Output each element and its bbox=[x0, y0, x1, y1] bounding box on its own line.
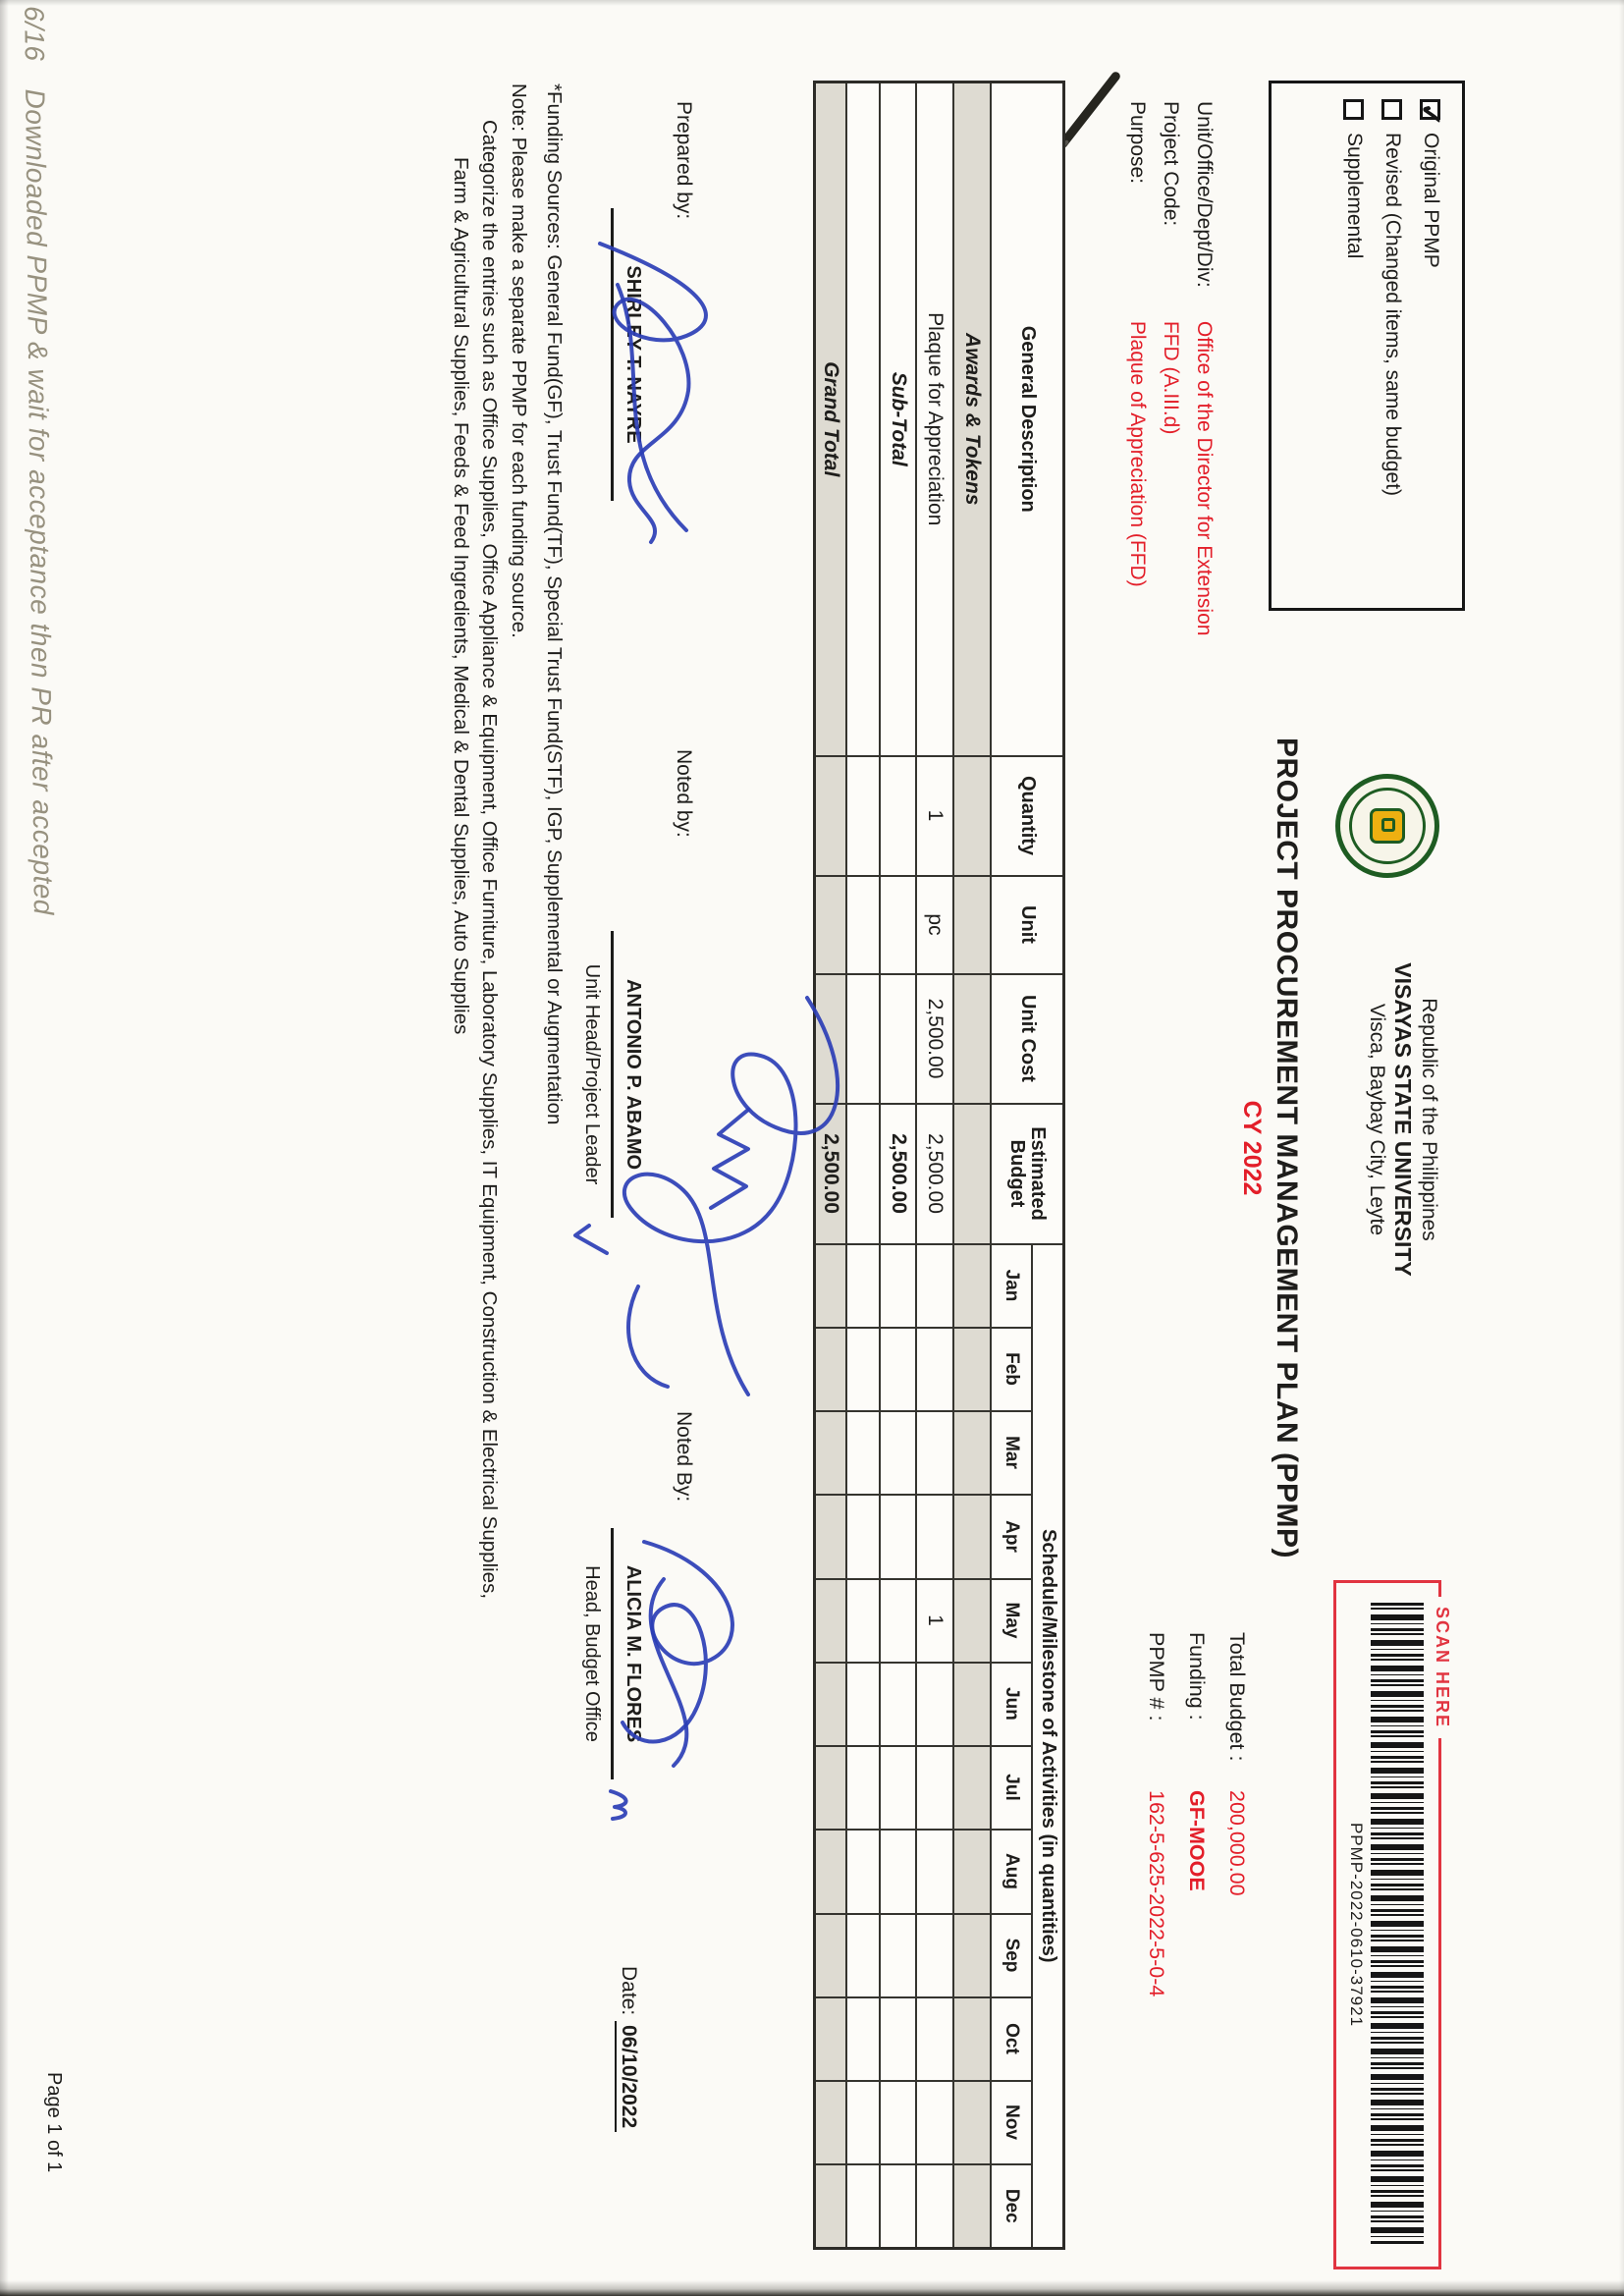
unit-office-value: Office of the Director for Extension bbox=[1193, 320, 1216, 636]
table-cell bbox=[917, 2164, 954, 2249]
table-cell bbox=[815, 2164, 847, 2249]
table-cell bbox=[917, 1244, 954, 1328]
handwritten-note bbox=[18, 6, 61, 1086]
table-cell bbox=[954, 1411, 992, 1495]
table-cell bbox=[815, 1495, 847, 1579]
table-row-item bbox=[917, 82, 954, 2249]
ink-check-mark bbox=[568, 1224, 611, 1255]
col-header-description: General Description bbox=[992, 82, 1064, 756]
table-cell bbox=[954, 1104, 992, 1244]
noted-by-label: Noted by: bbox=[673, 749, 695, 838]
funding-value: GF-MOOE bbox=[1185, 1789, 1209, 1891]
ppmp-number-value: 162-5-625-2022-5-0-4 bbox=[1145, 1789, 1168, 1997]
form-title: PROJECT PROCUREMENT MANAGEMENT PLAN (PPMP) bbox=[1271, 737, 1303, 1559]
project-code-value: FFD (A.III.d) bbox=[1160, 320, 1182, 435]
checkbox-supplemental bbox=[1344, 99, 1365, 120]
table-cell bbox=[954, 1328, 992, 1411]
col-header-quantity: Quantity bbox=[992, 756, 1064, 876]
checkbox-row-revised bbox=[1380, 99, 1404, 608]
barcode-box bbox=[1333, 1580, 1452, 2269]
table-cell bbox=[917, 2081, 954, 2164]
date-row bbox=[617, 1966, 640, 2132]
scan-here-label: SCAN HERE bbox=[1432, 1597, 1452, 1738]
funding-row bbox=[1184, 1632, 1209, 1996]
table-cell bbox=[954, 1663, 992, 1746]
table-cell bbox=[847, 1997, 881, 2081]
checkbox-revised bbox=[1382, 99, 1403, 120]
project-code-row bbox=[1149, 101, 1182, 635]
table-cell bbox=[881, 1579, 917, 1663]
table-cell bbox=[815, 1579, 847, 1663]
table-cell bbox=[954, 1579, 992, 1663]
table-cell bbox=[917, 1914, 954, 1997]
footnote-categorize: Categorize the entries such as Office Supplies, Office Appliance & Equipment, Office Furniture, Laboratory Supplies, IT Equipment, Construction & Electrical Supplies, bbox=[478, 120, 501, 1600]
ppmp-number-row bbox=[1144, 1632, 1168, 1996]
noted-by2-role: Head, Budget Office bbox=[581, 1565, 603, 1742]
month-jan: Jan bbox=[992, 1244, 1033, 1328]
table-cell bbox=[881, 1914, 917, 1997]
table-cell bbox=[881, 1997, 917, 2081]
table-cell bbox=[881, 1495, 917, 1579]
table-cell bbox=[815, 1411, 847, 1495]
table-cell bbox=[954, 1244, 992, 1328]
month-aug: Aug bbox=[992, 1830, 1033, 1914]
purpose-label: Purpose: bbox=[1126, 101, 1149, 185]
total-budget-value: 200,000.00 bbox=[1225, 1789, 1249, 1896]
barcode-number: PPMP-2022-0610-37921 bbox=[1347, 1822, 1366, 2028]
letterhead-university: VISAYAS STATE UNIVERSITY bbox=[1390, 962, 1416, 1277]
table-cell bbox=[815, 756, 847, 876]
vsu-seal-logo bbox=[1335, 774, 1439, 878]
table-cell bbox=[815, 876, 847, 974]
table-cell bbox=[881, 2081, 917, 2164]
table-cell bbox=[917, 1997, 954, 2081]
table-cell bbox=[881, 1328, 917, 1411]
page-number: Page 1 of 1 bbox=[43, 2072, 65, 2173]
table-cell bbox=[954, 2081, 992, 2164]
month-oct: Oct bbox=[992, 1997, 1033, 2081]
table-cell bbox=[917, 1495, 954, 1579]
table-cell bbox=[847, 1579, 881, 1663]
table-cell bbox=[881, 1244, 917, 1328]
item-unit-cost: 2,500.00 bbox=[917, 974, 954, 1104]
letterhead-address: Visca, Baybay City, Leyte bbox=[1366, 1003, 1388, 1236]
table-cell bbox=[954, 1746, 992, 1830]
unit-office-row bbox=[1182, 101, 1216, 635]
month-dec: Dec bbox=[992, 2164, 1033, 2249]
checkbox-row-supplemental bbox=[1342, 99, 1366, 608]
office-info-block bbox=[1115, 101, 1216, 635]
table-cell bbox=[954, 974, 992, 1104]
table-cell bbox=[815, 1997, 847, 2081]
table-cell bbox=[847, 1495, 881, 1579]
checkmark-icon: ✓ bbox=[1414, 102, 1447, 128]
project-code-label: Project Code: bbox=[1160, 101, 1182, 227]
date-label: Date: bbox=[618, 1966, 640, 2016]
table-cell bbox=[847, 1914, 881, 1997]
table-cell bbox=[847, 2164, 881, 2249]
table-cell bbox=[815, 1830, 847, 1914]
checkbox-row-original bbox=[1414, 99, 1447, 608]
total-budget-row bbox=[1224, 1632, 1249, 1996]
letterhead bbox=[1365, 889, 1441, 1350]
col-header-estimated-budget: Estimated Budget bbox=[992, 1104, 1064, 1244]
table-cell bbox=[917, 1830, 954, 1914]
noted-by-role: Unit Head/Project Leader bbox=[581, 963, 603, 1185]
checkbox-label: Revised (Changed items, same budget) bbox=[1381, 133, 1404, 497]
table-cell bbox=[815, 1746, 847, 1830]
table-cell bbox=[954, 1914, 992, 1997]
purpose-row bbox=[1115, 101, 1149, 635]
scan-edge-shadow bbox=[0, 0, 9, 2296]
noted-by-name: ANTONIO P. ABAMO bbox=[611, 931, 656, 1218]
month-sep: Sep bbox=[992, 1914, 1033, 1997]
signature-antonio bbox=[601, 962, 866, 1414]
prepared-by-name: SHIRLEY T. NAYRE bbox=[611, 208, 656, 501]
subtotal-estimated-budget: 2,500.00 bbox=[881, 1104, 917, 1244]
noted-by2-name: ALICIA M. FLORES bbox=[611, 1528, 656, 1779]
scan-edge-shadow bbox=[0, 2280, 1624, 2296]
letterhead-republic: Republic of the Philippines bbox=[1418, 998, 1440, 1241]
scanner-artifact bbox=[1056, 70, 1121, 149]
scan-edge-shadow bbox=[1619, 0, 1624, 2296]
date-value: 06/10/2022 bbox=[615, 2021, 640, 2132]
grand-total-estimated-budget: 2,500.00 bbox=[815, 1104, 847, 1244]
month-mar: Mar bbox=[992, 1411, 1033, 1495]
table-cell bbox=[917, 1746, 954, 1830]
ink-initial-mark bbox=[601, 1789, 640, 1823]
checkbox-label: Original PPMP bbox=[1420, 133, 1442, 268]
prepared-by-label: Prepared by: bbox=[673, 101, 695, 220]
col-header-schedule: Schedule/Milestone of Activities (in quantities) bbox=[1033, 1244, 1064, 2249]
table-cell bbox=[847, 1746, 881, 1830]
table-cell bbox=[954, 1997, 992, 2081]
category-label: Awards & Tokens bbox=[954, 82, 992, 756]
col-header-unit-cost: Unit Cost bbox=[992, 974, 1064, 1104]
barcode bbox=[1371, 1603, 1424, 2246]
table-cell bbox=[847, 82, 881, 756]
table-cell bbox=[881, 876, 917, 974]
table-cell bbox=[917, 1663, 954, 1746]
item-may-quantity: 1 bbox=[917, 1579, 954, 1663]
table-cell bbox=[954, 2164, 992, 2249]
total-budget-label: Total Budget : bbox=[1225, 1632, 1249, 1762]
month-nov: Nov bbox=[992, 2081, 1033, 2164]
table-cell bbox=[954, 756, 992, 876]
table-cell bbox=[954, 1495, 992, 1579]
table-cell bbox=[881, 2164, 917, 2249]
scan-edge-shadow bbox=[0, 0, 1624, 6]
table-cell bbox=[847, 756, 881, 876]
table-cell bbox=[815, 1914, 847, 1997]
col-header-unit: Unit bbox=[992, 876, 1064, 974]
ppmp-number-label: PPMP # : bbox=[1145, 1632, 1168, 1722]
signature-shirley bbox=[578, 226, 745, 550]
month-jul: Jul bbox=[992, 1746, 1033, 1830]
month-feb: Feb bbox=[992, 1328, 1033, 1411]
table-cell bbox=[881, 1746, 917, 1830]
table-cell bbox=[847, 1830, 881, 1914]
signature-alicia bbox=[605, 1520, 762, 1776]
footnote-note: Note: Please make a separate PPMP for each funding source. bbox=[508, 83, 530, 638]
table-cell bbox=[881, 756, 917, 876]
table-cell bbox=[847, 1663, 881, 1746]
item-description: Plaque for Appreciation bbox=[917, 82, 954, 756]
table-cell bbox=[917, 1328, 954, 1411]
table-cell bbox=[881, 974, 917, 1104]
seal-emblem bbox=[1370, 808, 1405, 844]
handwritten-date: 6/16 bbox=[19, 5, 50, 62]
table-row-category bbox=[954, 82, 992, 2249]
checkbox-label: Supplemental bbox=[1343, 133, 1366, 259]
handwritten-text: Downloaded PPMP & wait for acceptance then PR after accepted bbox=[20, 88, 59, 916]
item-quantity: 1 bbox=[917, 756, 954, 876]
month-apr: Apr bbox=[992, 1495, 1033, 1579]
calendar-year: CY 2022 bbox=[1238, 1100, 1266, 1196]
table-cell bbox=[881, 1663, 917, 1746]
table-cell bbox=[881, 1411, 917, 1495]
table-cell bbox=[954, 876, 992, 974]
table-cell bbox=[954, 1830, 992, 1914]
unit-office-label: Unit/Office/Dept/Div: bbox=[1193, 101, 1216, 288]
month-may: May bbox=[992, 1579, 1033, 1663]
subtotal-label: Sub-Total bbox=[881, 82, 917, 756]
table-cell bbox=[815, 1663, 847, 1746]
item-estimated-budget: 2,500.00 bbox=[917, 1104, 954, 1244]
budget-info-block bbox=[1128, 1632, 1249, 1996]
table-cell bbox=[847, 2081, 881, 2164]
footnote-funding-sources: *Funding Sources: General Fund(GF), Trust Fund(TF), Special Trust Fund(STF), IGP, Supplemental or Augmentation bbox=[543, 83, 566, 1125]
table-cell bbox=[847, 1411, 881, 1495]
funding-label: Funding : bbox=[1185, 1632, 1209, 1721]
footnote-categories-cont: Farm & Agricultural Supplies, Feeds & Feed Ingredients, Medical & Dental Supplies, Auto Supplies bbox=[450, 157, 472, 1035]
seal-emblem-inner bbox=[1381, 818, 1395, 832]
item-unit: pc bbox=[917, 876, 954, 974]
purpose-value: Plaque of Appreciation (FFD) bbox=[1126, 320, 1149, 587]
table-cell bbox=[815, 2081, 847, 2164]
table-cell bbox=[917, 1411, 954, 1495]
table-cell bbox=[847, 876, 881, 974]
grand-total-label: Grand Total bbox=[815, 82, 847, 756]
noted-by2-label: Noted By: bbox=[673, 1411, 695, 1503]
table-cell bbox=[881, 1830, 917, 1914]
month-jun: Jun bbox=[992, 1663, 1033, 1746]
table-row-subtotal bbox=[881, 82, 917, 2249]
checkbox-original-checked bbox=[1414, 99, 1447, 128]
